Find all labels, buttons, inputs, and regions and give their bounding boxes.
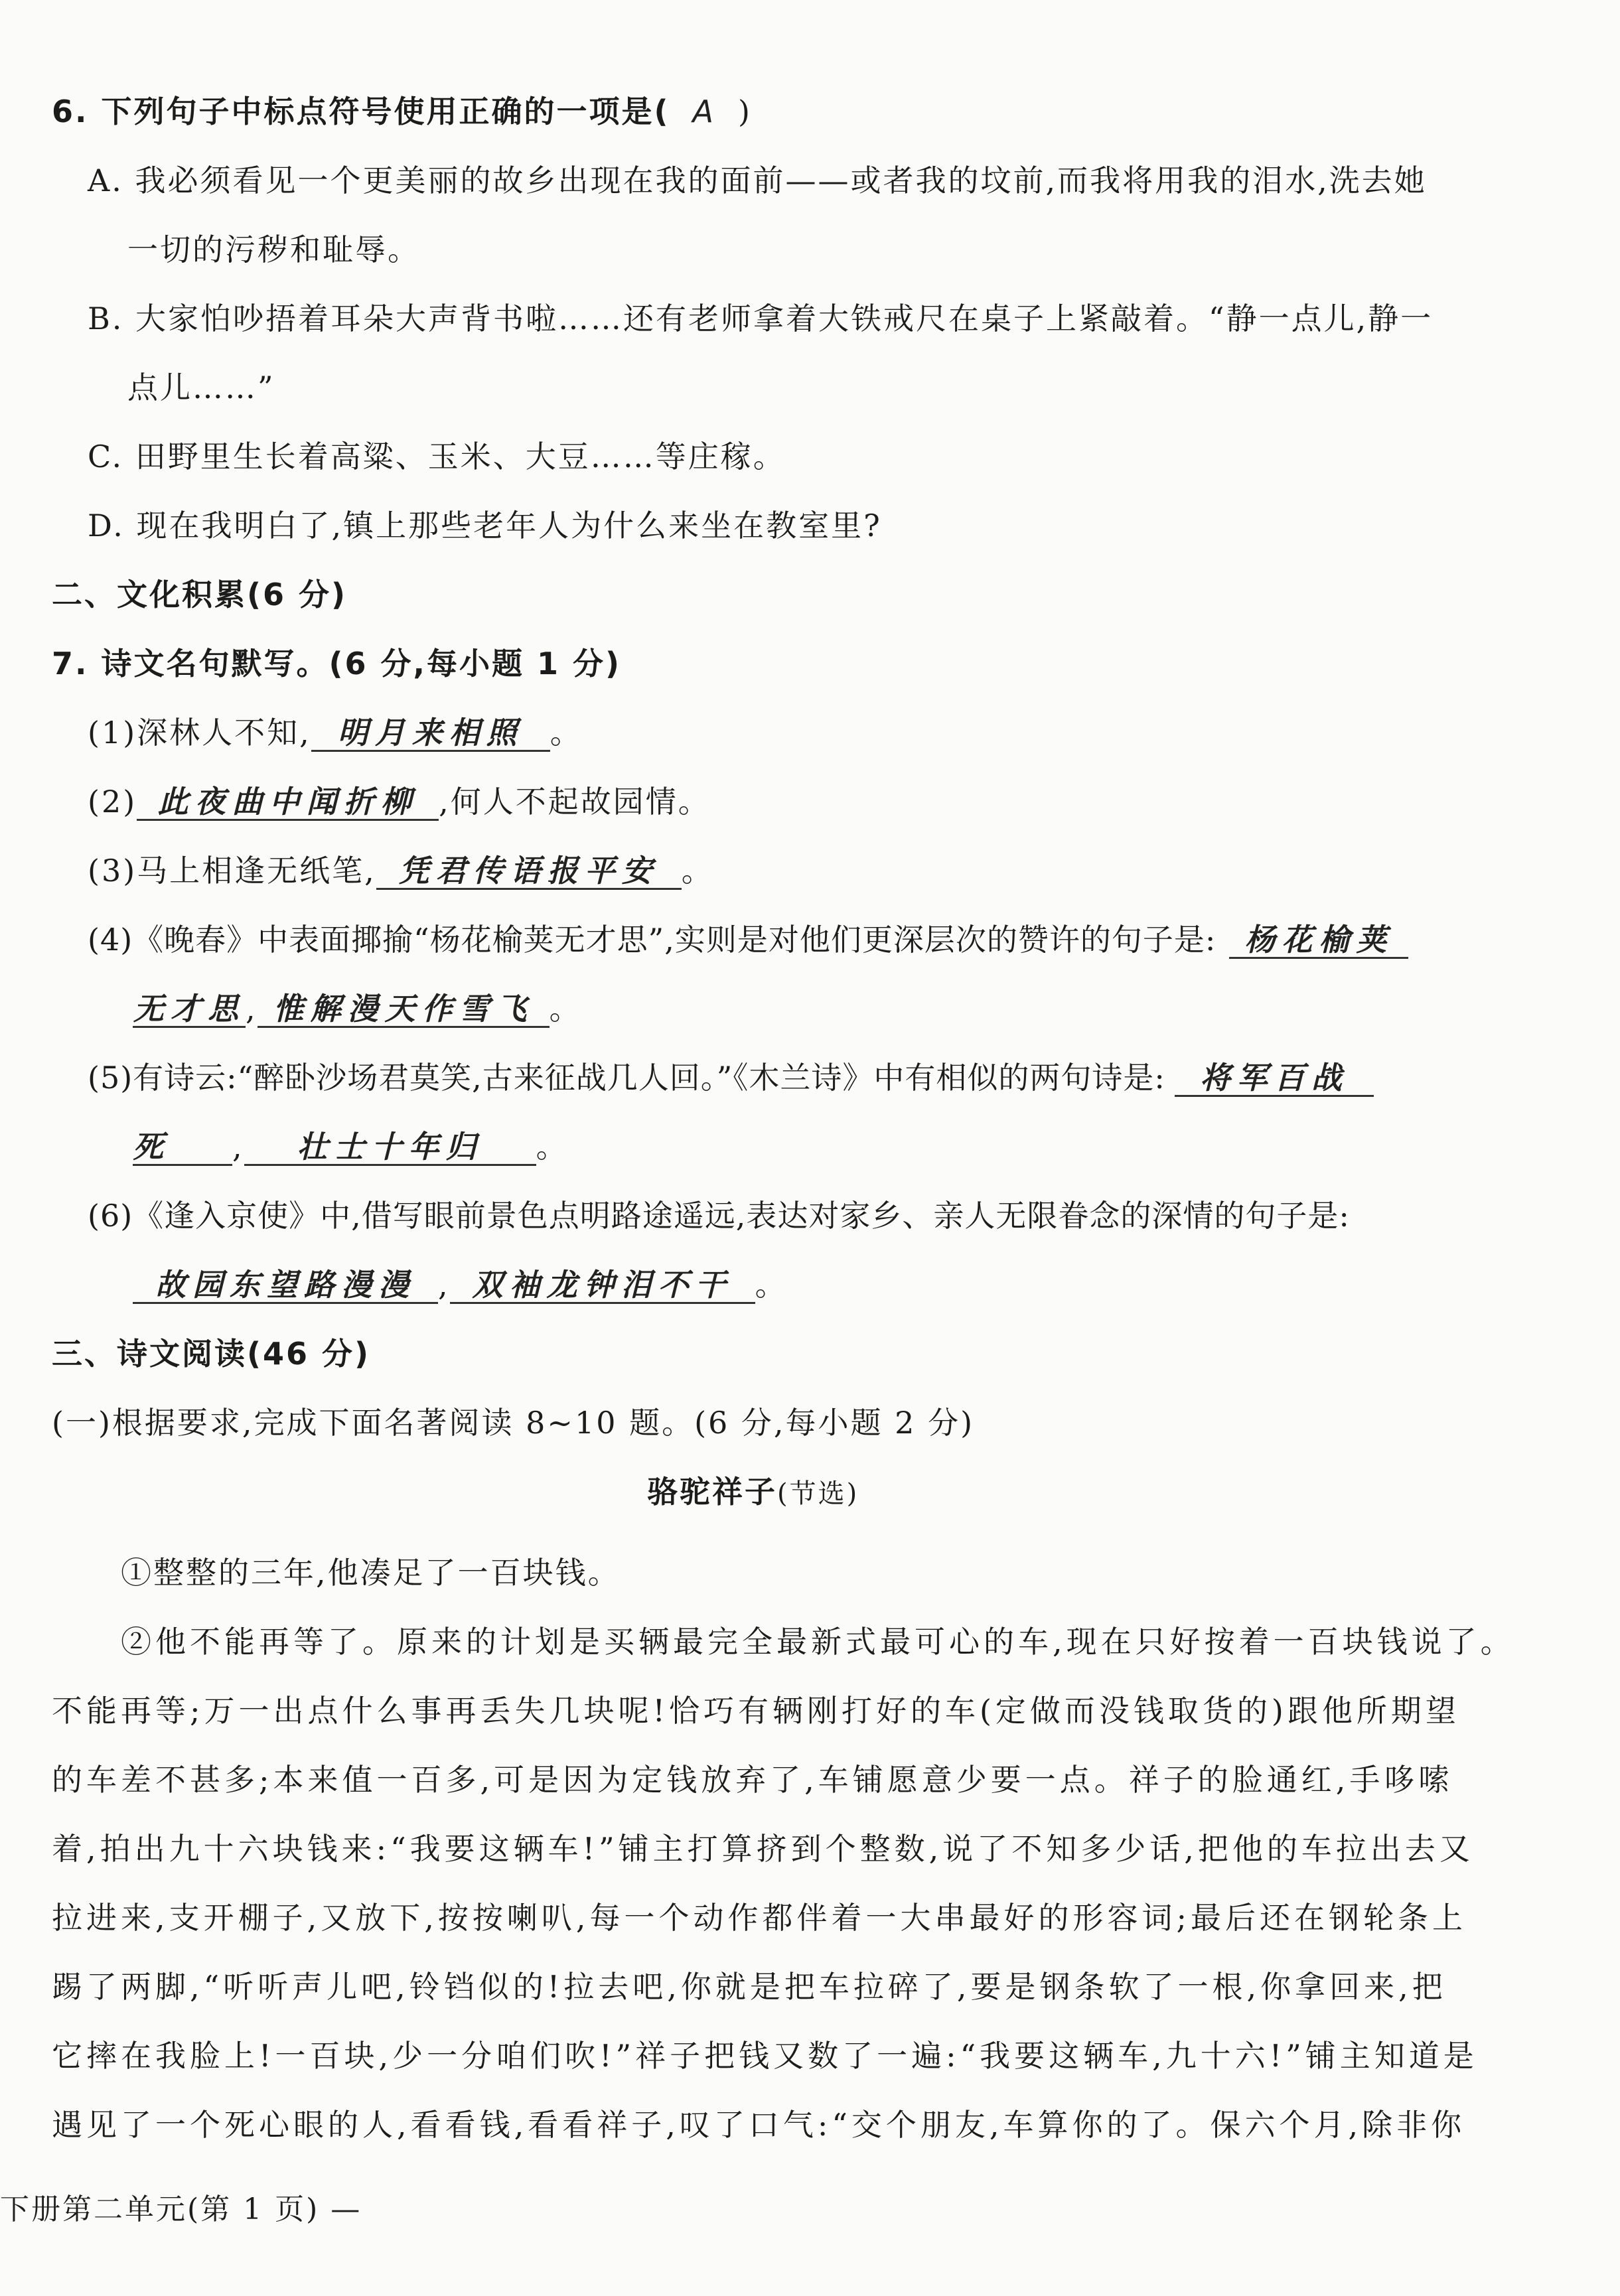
passage-line-2: 不能再等;万一出点什么事再丢失几块呢!恰巧有辆刚打好的车(定做而没钱取货的)跟他所期望 bbox=[52, 1693, 1460, 1729]
q7-item-4-line1 bbox=[88, 920, 1408, 960]
q6-stem-text: 6. 下列句子中标点符号使用正确的一项是( bbox=[52, 94, 670, 129]
q7-item-6-line1 bbox=[88, 1196, 1350, 1236]
passage-title-text: 骆驼祥子 bbox=[647, 1474, 777, 1510]
q7-item-4-prefix: (4)《晚春》中表面揶揄“杨花榆荚无才思”,实则是对他们更深层次的赞许的句子是: bbox=[88, 922, 1216, 958]
passage-title-note: (节选) bbox=[777, 1478, 859, 1509]
q7-item-2-prefix: (2) bbox=[88, 784, 137, 820]
q6-stem-end: ) bbox=[738, 94, 752, 129]
q7-item-6-prefix: (6)《逢入京使》中,借写眼前景色点明路途遥远,表达对家乡、亲人无限眷念的深情的句子是: bbox=[88, 1198, 1350, 1234]
section-3-heading: 三、诗文阅读(46 分) bbox=[52, 1336, 371, 1372]
passage-line-7: 它摔在我脸上!一百块,少一分咱们吹!”祥子把钱又数了一遍:“我要这辆车,九十六!”铺主知道是 bbox=[52, 2038, 1478, 2074]
passage-line-6: 踢了两脚,“听听声儿吧,铃铛似的!拉去吧,你就是把车拉碎了,要是钢条软了一根,你拿回来,把 bbox=[52, 1969, 1447, 2005]
passage-line-4: 着,拍出九十六块钱来:“我要这辆车!”铺主打算挤到个整数,说了不知多少话,把他的车拉出去又 bbox=[52, 1831, 1474, 1867]
q7-item-3-suffix: 。 bbox=[681, 853, 714, 889]
q7-item-4-comma: , bbox=[246, 991, 258, 1027]
q7-item-1-prefix: (1)深林人不知, bbox=[88, 715, 311, 751]
q7-item-1 bbox=[88, 713, 583, 753]
q7-item-4-suffix: 。 bbox=[549, 991, 582, 1027]
q6-option-c: C. 田野里生长着高粱、玉米、大豆……等庄稼。 bbox=[88, 439, 786, 474]
q7-stem bbox=[52, 644, 621, 683]
passage-title bbox=[647, 1472, 859, 1514]
q7-item-2-suffix: ,何人不起故园情。 bbox=[439, 784, 711, 820]
q7-item-5-answer-b: 死 bbox=[133, 1129, 232, 1166]
q6-option-b-line2: 点儿……” bbox=[127, 370, 275, 405]
q6-option-d: D. 现在我明白了,镇上那些老年人为什么来坐在教室里? bbox=[88, 508, 882, 543]
section-2-heading: 二、文化积累(6 分) bbox=[52, 577, 348, 612]
q6-option-a-line1: A. 我必须看见一个更美丽的故乡出现在我的面前——或者我的坟前,而我将用我的泪水,洗去她 bbox=[88, 163, 1427, 198]
q7-item-2 bbox=[88, 782, 711, 822]
q7-item-4-line2 bbox=[133, 989, 582, 1029]
q7-item-4-answer-c: 惟解漫天作雪飞 bbox=[258, 991, 550, 1028]
q7-stem-text: 7. 诗文名句默写。(6 分,每小题 1 分) bbox=[52, 646, 622, 682]
passage-line-8: 遇见了一个死心眼的人,看看钱,看看祥子,叹了口气:“交个朋友,车算你的了。保六个月,除非你 bbox=[52, 2107, 1466, 2143]
q7-item-5-suffix: 。 bbox=[536, 1129, 569, 1165]
q6-option-b-line1: B. 大家怕吵捂着耳朵大声背书啦……还有老师拿着大铁戒尺在桌子上紧敲着。“静一点儿,静一 bbox=[88, 301, 1434, 336]
part-1-instructions: (一)根据要求,完成下面名著阅读 8~10 题。(6 分,每小题 2 分) bbox=[52, 1405, 975, 1441]
q7-item-3-prefix: (3)马上相逢无纸笔, bbox=[88, 853, 376, 889]
q7-item-4-answer-b: 无才思 bbox=[133, 991, 245, 1027]
q7-item-5-comma: , bbox=[232, 1129, 244, 1165]
q7-item-1-suffix: 。 bbox=[550, 715, 583, 751]
passage-paragraph-1: ①整整的三年,他凑足了一百块钱。 bbox=[121, 1555, 621, 1591]
q7-item-5-answer-c: 壮士十年归 bbox=[244, 1129, 536, 1166]
q7-item-3 bbox=[88, 851, 714, 891]
q7-item-5-prefix: (5)有诗云:“醉卧沙场君莫笑,古来征战几人回。”《木兰诗》中有相似的两句诗是: bbox=[88, 1060, 1165, 1096]
page-footer: 下册第二单元(第 1 页) — bbox=[0, 2192, 362, 2226]
q7-item-6-comma: , bbox=[438, 1267, 450, 1303]
q7-item-6-answer-a: 故园东望路漫漫 bbox=[133, 1267, 438, 1304]
q7-item-2-answer: 此夜曲中闻折柳 bbox=[137, 784, 439, 821]
passage-line-5: 拉进来,支开棚子,又放下,按按喇叭,每一个动作都伴着一大串最好的形容词;最后还在钢轮条上 bbox=[52, 1900, 1467, 1936]
q7-item-6-suffix: 。 bbox=[755, 1267, 788, 1303]
q7-item-4-answer-a: 杨花榆荚 bbox=[1229, 922, 1408, 959]
passage-line-1: ②他不能再等了。原来的计划是买辆最完全最新式最可心的车,现在只好按着一百块钱说了。 bbox=[121, 1624, 1515, 1660]
q7-item-5-answer-a: 将军百战 bbox=[1175, 1060, 1374, 1097]
q7-item-3-answer: 凭君传语报平安 bbox=[376, 853, 682, 890]
q7-item-1-answer: 明月来相照 bbox=[311, 715, 550, 752]
passage-line-3: 的车差不甚多;本来值一百多,可是因为定钱放弃了,车铺愿意少要一点。祥子的脸通红,手哆嗦 bbox=[52, 1762, 1453, 1798]
q7-item-6-answer-b: 双袖龙钟泪不干 bbox=[450, 1267, 755, 1304]
q7-item-6-line2 bbox=[133, 1265, 788, 1305]
q7-item-5-line1 bbox=[88, 1058, 1374, 1098]
q6-option-a-line2: 一切的污秽和耻辱。 bbox=[127, 232, 420, 267]
q6-stem bbox=[52, 92, 752, 131]
q6-answer: A bbox=[692, 94, 715, 129]
q7-item-5-line2 bbox=[133, 1127, 569, 1167]
